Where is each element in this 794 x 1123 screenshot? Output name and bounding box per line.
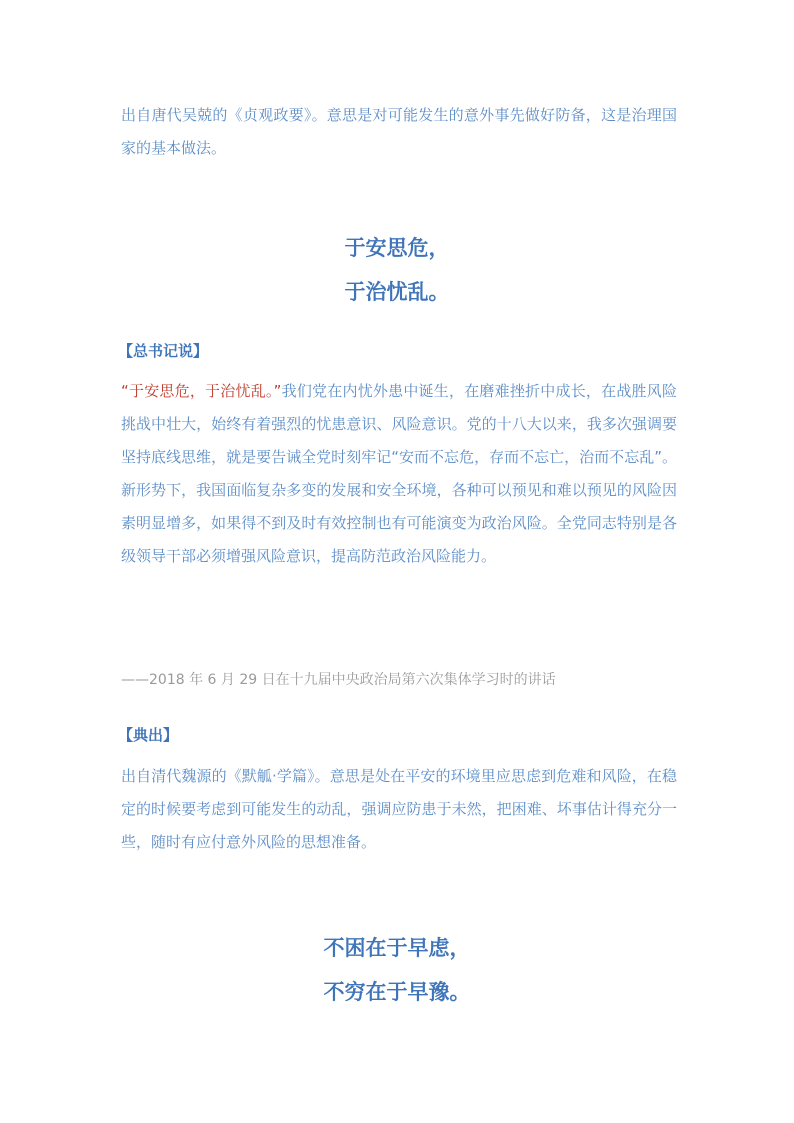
title-line-1: 不困在于早虑，: [323, 936, 471, 960]
speech-paragraph: [121, 375, 677, 573]
title-line-2: 不穷在于早豫。: [323, 980, 471, 1004]
speech-attribution: ——2018 年 6 月 29 日在十九届中央政治局第六次集体学习时的讲话: [121, 672, 556, 688]
title-line-1: 于安思危，: [344, 236, 450, 260]
title-line-2: 于治忧乱。: [344, 280, 450, 304]
heading-source: 【典出】: [118, 726, 179, 744]
source-paragraph-1: 出自唐代吴兢的《贞观政要》。意思是对可能发生的意外事先做好防备，这是治理国家的基本做法。: [121, 106, 677, 157]
classic-quote-title-2: [0, 926, 794, 1014]
classic-quote-title-1: [0, 226, 794, 314]
heading-speech: 【总书记说】: [118, 342, 209, 360]
speech-body: 我们党在内忧外患中诞生，在磨难挫折中成长，在战胜风险挑战中壮大，始终有着强烈的忧患意识、风险意识。党的十八大以来，我多次强调要坚持底线思维，就是要告诫全党时刻牢记“安而不忘危，存而不忘亡，治而不忘乱”。新形势下，我国面临复杂多变的发展和安全环境，各种可以预见和难以预见的风险因素明显增多，如果得不到及时有效控制也有可能演变为政治风险。全党同志特别是各级领导干部必须增强风险意识，提高防范政治风险能力。: [121, 382, 677, 565]
speech-quote: “于安思危，于治忧乱。”: [121, 382, 282, 400]
source-paragraph-2: 出自清代魏源的《默觚·学篇》。意思是处在平安的环境里应思虑到危难和风险，在稳定的时候要考虑到可能发生的动乱，强调应防患于未然，把困难、坏事估计得充分一些，随时有应付意外风险的思想准备。: [121, 767, 677, 851]
